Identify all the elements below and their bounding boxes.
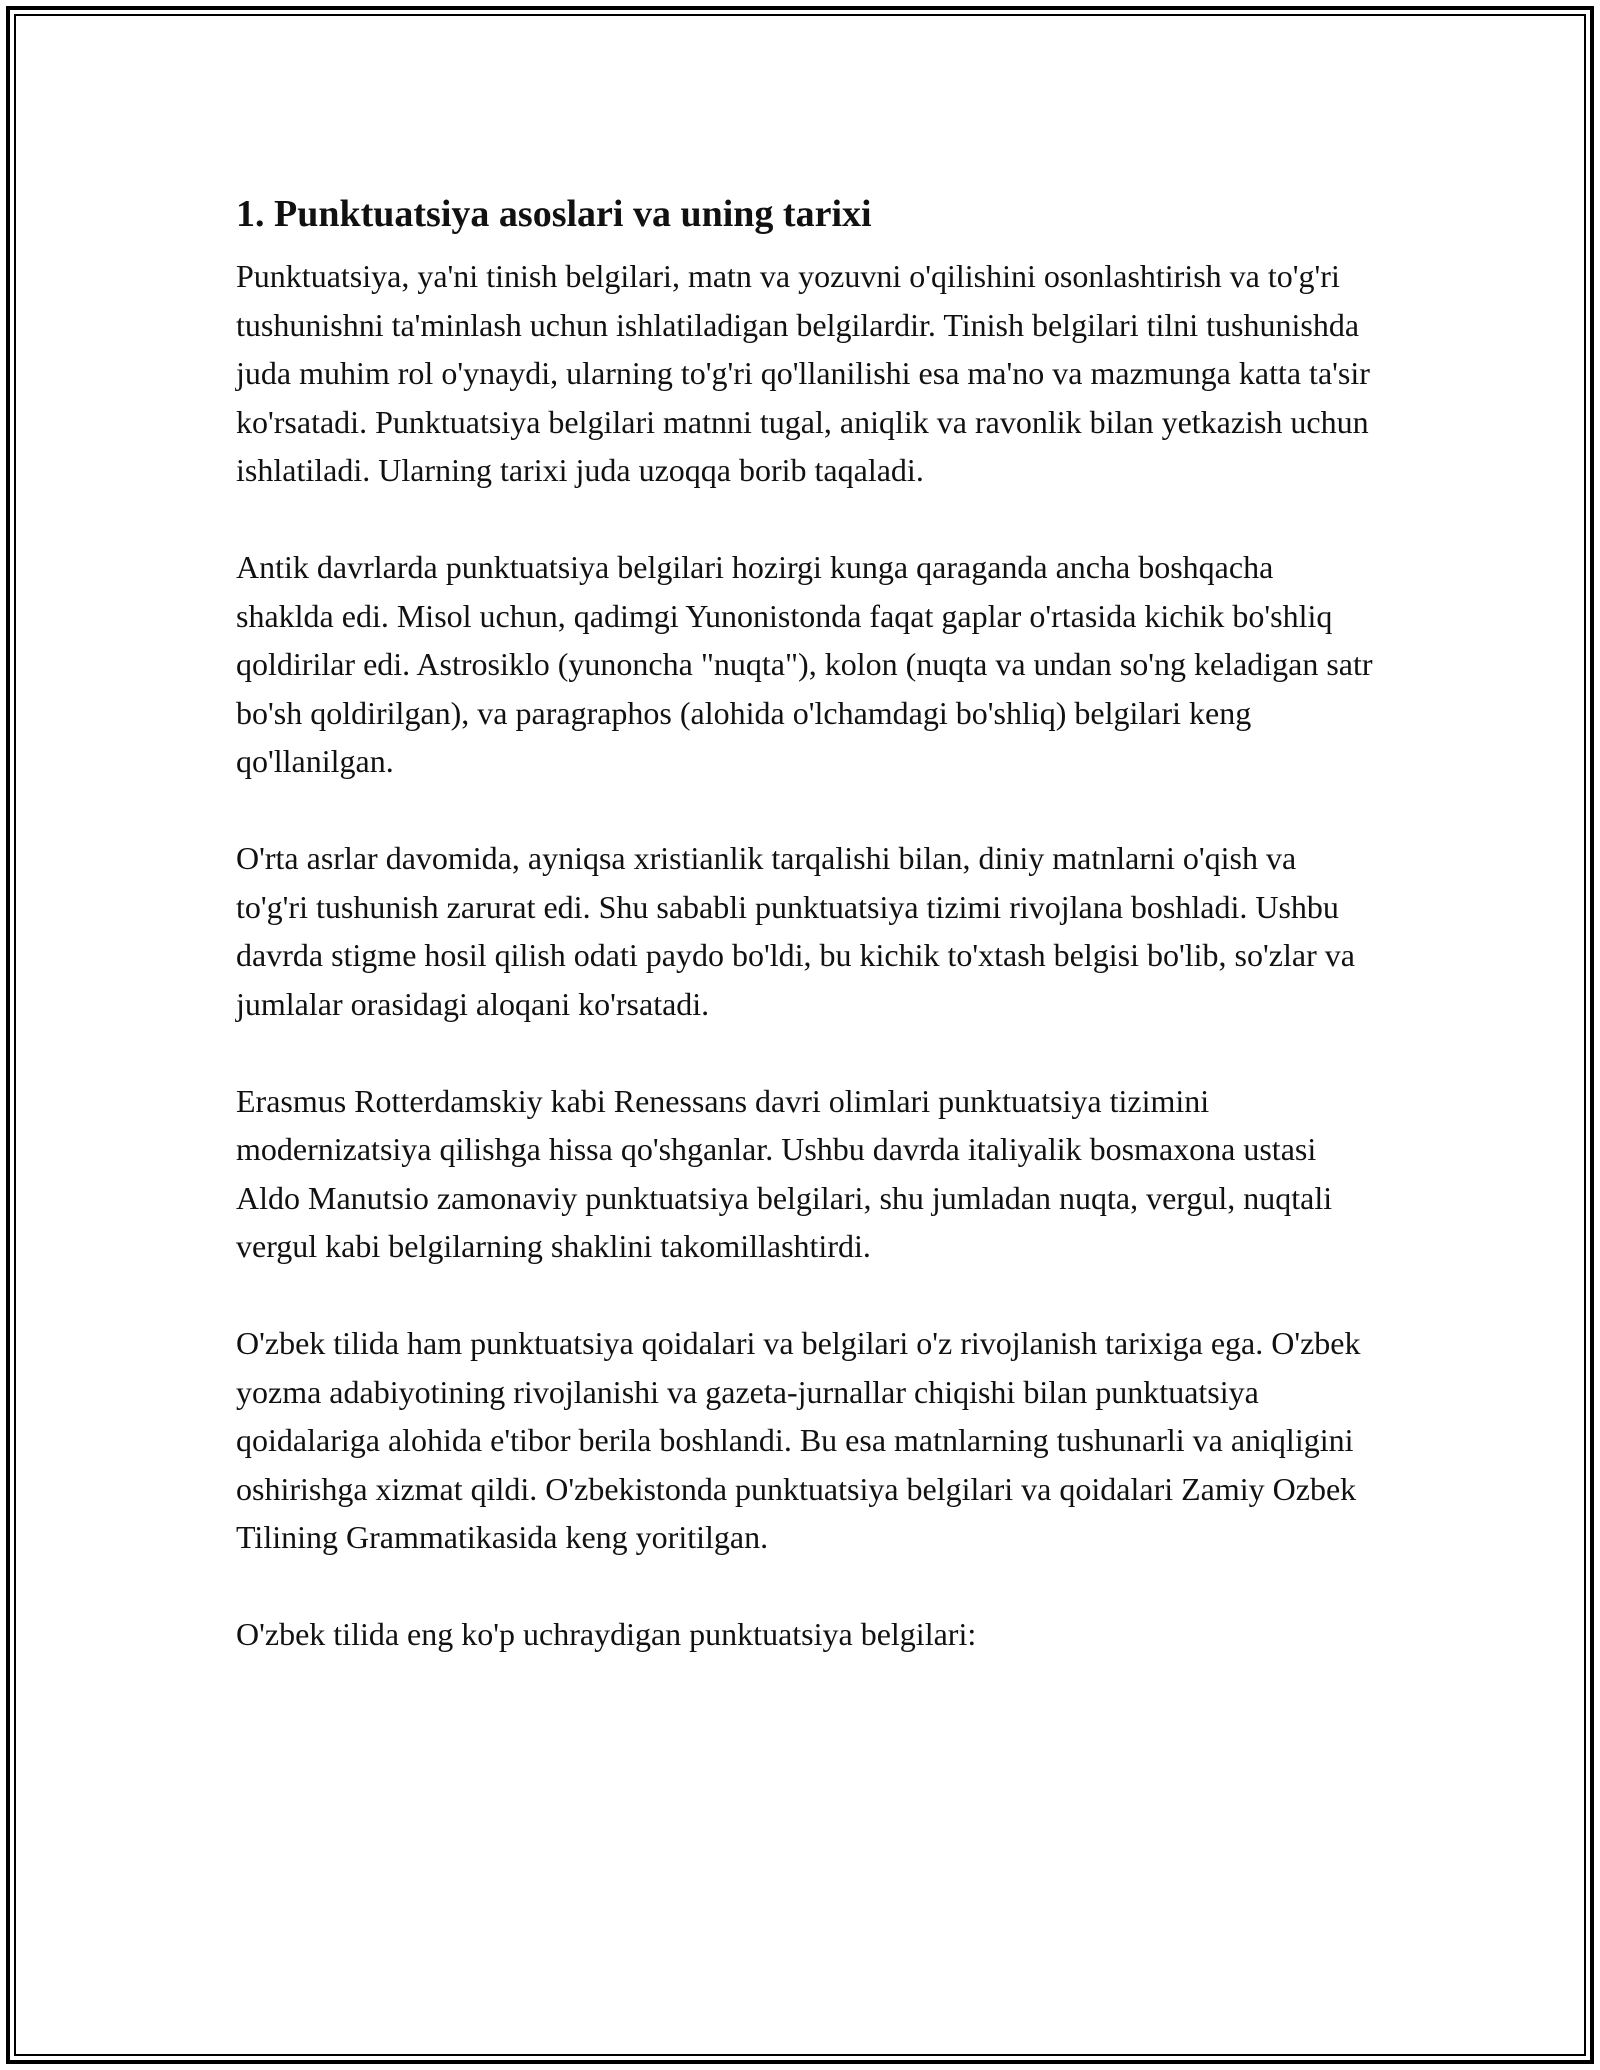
paragraph-intro: Punktuatsiya, ya'ni tinish belgilari, matn va yozuvni o'qilishini osonlashtirish va to'g'ri tushunishni ta'minlash uchun ishlatiladigan belgilardir. Tinish belgilari tilni tushunishda juda muhim rol o'ynaydi, ularning to'g'ri qo'llanilishi esa ma'no va mazmunga katta ta'sir ko'rsatadi. Punktuatsiya belgilari matnni tugal, aniqlik va ravonlik bilan yetkazish uchun ishlatiladi. Ularning tarixi juda uzoqqa borib taqaladi. bbox=[236, 258, 1370, 488]
paragraph-antiquity: Antik davrlarda punktuatsiya belgilari hozirgi kunga qaraganda ancha boshqacha shaklda edi. Misol uchun, qadimgi Yunonistonda faqat gaplar o'rtasida kichik bo'shliq qoldirilar edi. Astrosiklo (yunoncha "nuqta"), kolon (nuqta va undan so'ng keladigan satr bo'sh qoldirilgan), va paragraphos (alohida o'lchamdagi bo'shliq) belgilari keng qo'llanilgan. bbox=[236, 549, 1373, 779]
section-heading: 1. Punktuatsiya asoslari va uning tarixi bbox=[236, 193, 872, 235]
paragraph-renaissance: Erasmus Rotterdamskiy kabi Renessans davri olimlari punktuatsiya tizimini modernizatsiya qilishga hissa qo'shganlar. Ushbu davrda italiyalik bosmaxona ustasi Aldo Manutsio zamonaviy punktuatsiya belgilari, shu jumladan nuqta, vergul, nuqtali vergul kabi belgilarning shaklini takomillashtirdi. bbox=[236, 1082, 1333, 1264]
paragraph-uzbek: O'zbek tilida ham punktuatsiya qoidalari va belgilari o'z rivojlanish tarixiga ega. O'zbek yozma adabiyotining rivojlanishi va gazeta-jurnallar chiqishi bilan punktuatsiya qoidalariga alohida e'tibor berila boshlandi. Bu esa matnlarning tushunarli va aniqligini oshirishga xizmat qildi. O'zbekistonda punktuatsiya belgilari va qoidalari Zamiy Ozbek Tilining Grammatikasida keng yoritilgan. bbox=[236, 1325, 1361, 1555]
paragraph-list-intro: O'zbek tilida eng ko'p uchraydigan punktuatsiya belgilari: bbox=[236, 1616, 977, 1652]
paragraph-middle-ages: O'rta asrlar davomida, ayniqsa xristianlik tarqalishi bilan, diniy matnlarni o'qish va to'g'ri tushunish zarurat edi. Shu sababli punktuatsiya tizimi rivojlana boshladi. Ushbu davrda stigme hosil qilish odati paydo bo'ldi, bu kichik to'xtash belgisi bo'lib, so'zlar va jumlalar orasidagi aloqani ko'rsatadi. bbox=[236, 840, 1355, 1022]
document-body bbox=[236, 184, 1376, 1707]
